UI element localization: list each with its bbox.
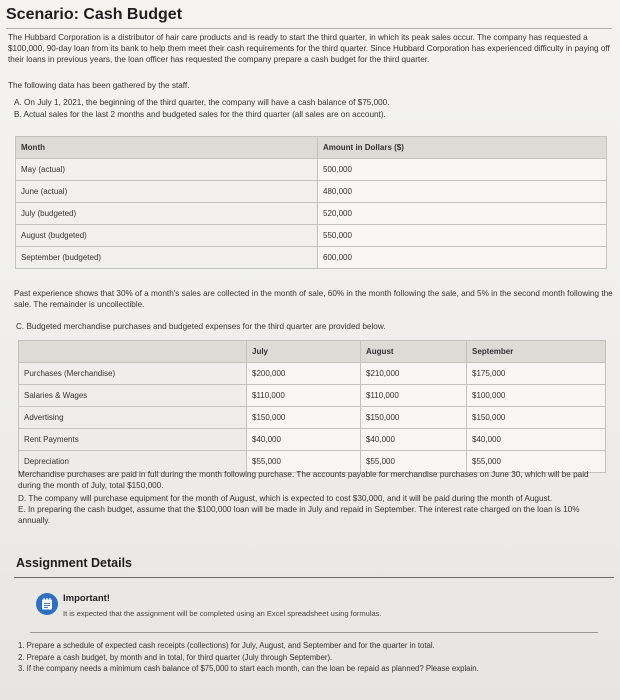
sales-table	[15, 136, 607, 269]
table-row	[19, 429, 606, 451]
header-august: August	[361, 341, 467, 363]
august-cell: $150,000	[361, 407, 467, 429]
september-cell: $150,000	[467, 407, 606, 429]
july-cell: $150,000	[247, 407, 361, 429]
callout-divider	[30, 632, 598, 633]
expense-label: Rent Payments	[19, 429, 247, 451]
expense-table-header	[19, 341, 606, 363]
september-cell: $100,000	[467, 385, 606, 407]
month-cell: June (actual)	[16, 181, 318, 203]
header-september: September	[467, 341, 606, 363]
task-list	[18, 640, 479, 675]
month-cell: September (budgeted)	[16, 247, 318, 269]
table-row	[16, 225, 607, 247]
september-cell: $55,000	[467, 451, 606, 473]
data-gathered-text: The following data has been gathered by the staff.	[8, 81, 190, 90]
table-row	[19, 385, 606, 407]
item-b: B. Actual sales for the last 2 months and budgeted sales for the third quarter (all sales are on account).	[14, 110, 386, 119]
august-cell: $110,000	[361, 385, 467, 407]
table-row	[16, 159, 607, 181]
august-cell: $210,000	[361, 363, 467, 385]
amount-cell: 520,000	[318, 203, 607, 225]
item-c: C. Budgeted merchandise purchases and budgeted expenses for the third quarter are provided below.	[16, 322, 386, 331]
table-row	[19, 363, 606, 385]
august-cell: $55,000	[361, 451, 467, 473]
important-title: Important!	[63, 593, 110, 604]
page-title: Scenario: Cash Budget	[6, 6, 183, 23]
july-cell: $110,000	[247, 385, 361, 407]
expense-table	[18, 340, 606, 473]
section-divider	[14, 577, 614, 578]
month-cell: July (budgeted)	[16, 203, 318, 225]
item-d: D. The company will purchase equipment for the month of August, which is expected to cost $30,000, and it will be paid during the month of August.	[18, 494, 553, 503]
notepad-icon	[36, 593, 58, 615]
september-cell: $40,000	[467, 429, 606, 451]
item-e: E. In preparing the cash budget, assume that the $100,000 loan will be made in July and repaid in September. The interest rate charged on the loan is 10% annually.	[18, 505, 580, 525]
header-amount: Amount in Dollars ($)	[318, 137, 607, 159]
list-item: 3. If the company needs a minimum cash balance of $75,000 to start each month, can the loan be repaid as planned? Please explain.	[18, 664, 479, 673]
month-cell: May (actual)	[16, 159, 318, 181]
list-item: 2. Prepare a cash budget, by month and in total, for third quarter (July through September).	[18, 652, 333, 662]
title-divider	[6, 28, 612, 29]
amount-cell: 550,000	[318, 225, 607, 247]
expense-label: Advertising	[19, 407, 247, 429]
amount-cell: 600,000	[318, 247, 607, 269]
header-blank	[19, 341, 247, 363]
amount-cell: 480,000	[318, 181, 607, 203]
expense-label: Purchases (Merchandise)	[19, 363, 247, 385]
september-cell: $175,000	[467, 363, 606, 385]
expense-label: Depreciation	[19, 451, 247, 473]
item-a: A. On July 1, 2021, the beginning of the third quarter, the company will have a cash balance of $75,000.	[14, 98, 390, 107]
table-row	[16, 203, 607, 225]
header-month: Month	[16, 137, 318, 159]
august-cell: $40,000	[361, 429, 467, 451]
table-row	[16, 247, 607, 269]
header-july: July	[247, 341, 361, 363]
important-text: It is expected that the assignment will be completed using an Excel spreadsheet using formulas.	[63, 609, 382, 618]
table-row	[19, 407, 606, 429]
july-cell: $200,000	[247, 363, 361, 385]
purchases-note: Merchandise purchases are paid in full during the month following purchase. The accounts payable for merchandise purchases on June 30, which will be paid during the month of July, total $150,000.	[18, 470, 589, 490]
intro-paragraph: The Hubbard Corporation is a distributor of hair care products and is ready to start the third quarter, in which its peak sales occur. The company has requested a $100,000, 90-day loan from its bank to help them meet their cash requirements for the third quarter. Since Hubbard Corporation has experienced difficulty in paying off their loans in previous years, the loan officer has requested the company prepare a cash budget for the third quarter.	[8, 33, 610, 64]
expense-label: Salaries & Wages	[19, 385, 247, 407]
collection-note: Past experience shows that 30% of a month's sales are collected in the month of sale, 60% in the month following the sale, and 5% in the second month following the sale. The remainder is uncollectible.	[14, 289, 613, 309]
amount-cell: 500,000	[318, 159, 607, 181]
sales-table-header	[16, 137, 607, 159]
july-cell: $40,000	[247, 429, 361, 451]
month-cell: August (budgeted)	[16, 225, 318, 247]
assignment-heading: Assignment Details	[16, 556, 133, 570]
list-item: 1. Prepare a schedule of expected cash receipts (collections) for July, August, and September and for the quarter in total.	[18, 641, 435, 650]
july-cell: $55,000	[247, 451, 361, 473]
table-row	[16, 181, 607, 203]
